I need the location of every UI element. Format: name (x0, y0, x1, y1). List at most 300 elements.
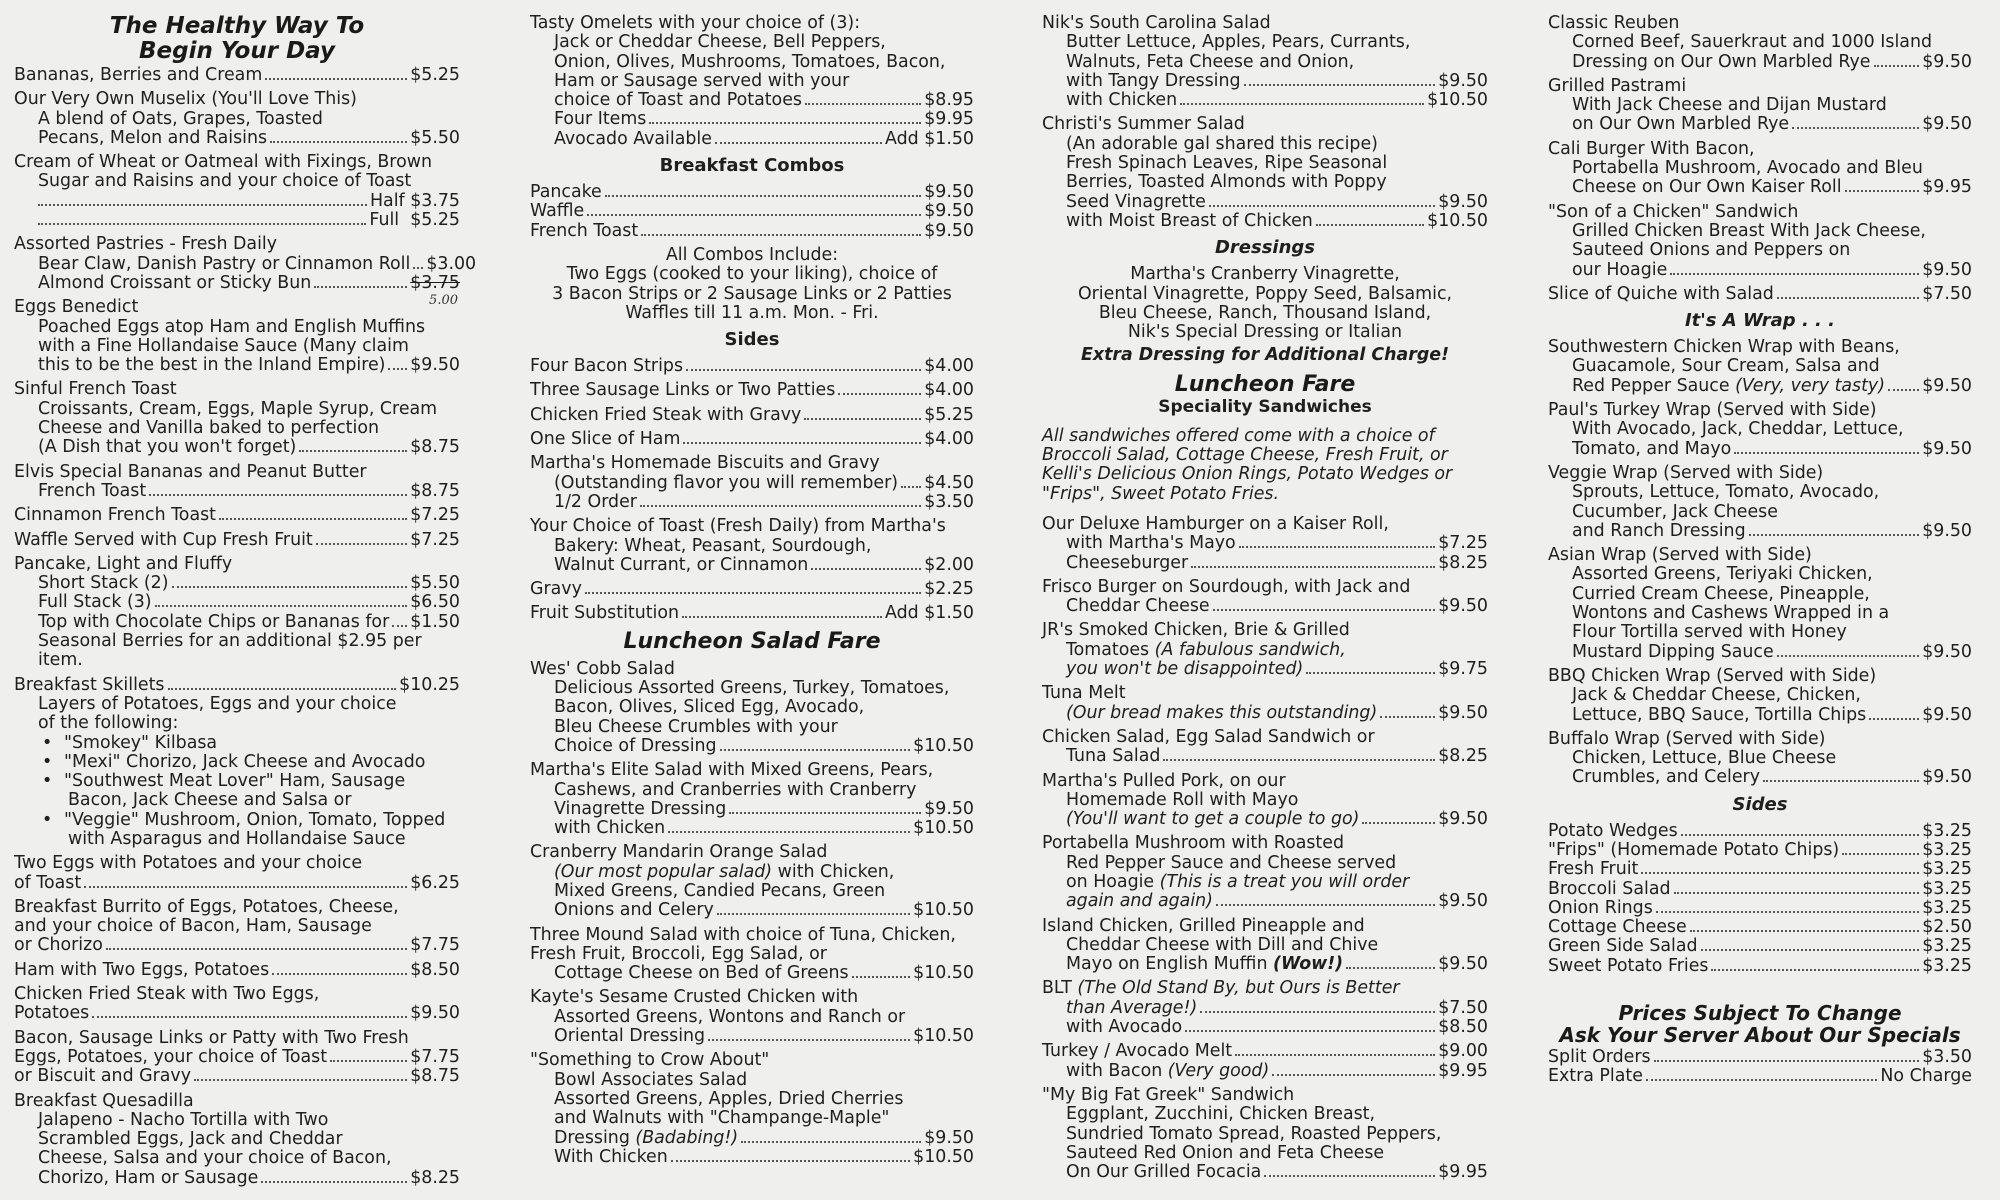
item-note: (Our bread makes this outstanding) (1066, 702, 1378, 723)
item-desc: Oriental Dressing (554, 1026, 706, 1047)
note-line: 3 Bacon Strips or 2 Sausage Links or 2 Patties (552, 283, 952, 304)
menu-item: Four Bacon Strips $4.00 (530, 356, 974, 377)
item-price: $9.50 (1438, 596, 1488, 617)
item-desc: Portabella Mushroom, Avocado and Bleu (1572, 158, 1923, 179)
item-desc: and Walnuts with "Champange-Maple" (554, 1108, 890, 1129)
item-name: Asian Wrap (Served with Side) (1548, 545, 1812, 566)
item-desc: Butter Lettuce, Apples, Pears, Currants, (1066, 32, 1411, 53)
item-desc: Dressing on Our Own Marbled Rye (1572, 51, 1871, 72)
item-desc: with Avocado (1066, 1017, 1183, 1038)
item-desc: Mixed Greens, Candied Pecans, Green (554, 880, 886, 901)
item-desc: Jack or Cheddar Cheese, Bell Peppers, (554, 32, 886, 53)
item-name: Sinful French Toast (14, 379, 177, 400)
menu-item (530, 14, 974, 149)
menu-item (1042, 772, 1488, 830)
item-desc: 1/2 Order (554, 491, 637, 512)
menu-item: Onion Rings $3.25 (1548, 897, 1972, 918)
item-desc: Wontons and Cashews Wrapped in a (1572, 603, 1890, 624)
item-desc: Assorted Greens, Wontons and Ranch or (554, 1006, 906, 1027)
item-name: Our Very Own Muselix (You'll Love This) (14, 89, 357, 110)
item-desc: with Moist Breast of Chicken (1066, 210, 1313, 231)
item-note: (Our most popular salad) (554, 861, 773, 882)
menu-item (14, 153, 460, 230)
menu-item (1042, 1086, 1488, 1182)
breakfast-title (14, 14, 460, 64)
item-name: Martha's Pulled Pork, on our (1042, 770, 1286, 791)
item-name: JR's Smoked Chicken, Brie & Grilled (1042, 620, 1350, 641)
combo-note (530, 246, 974, 323)
item-price: $9.95 (1922, 177, 1972, 198)
section-heading: It's A Wrap . . . (1684, 310, 1835, 332)
item-price: $9.50 (1922, 375, 1972, 396)
section-title: Luncheon Salad Fare (623, 628, 881, 654)
bullet-item: • "Veggie" Mushroom, Onion, Tomato, Topped (42, 809, 446, 830)
item-note: (A fabulous sandwich, (1154, 639, 1346, 660)
bullet-item: • "Smokey" Kilbasa (42, 732, 218, 753)
menu-item (14, 380, 460, 457)
item-desc: Eggplant, Zucchini, Chicken Breast, (1066, 1104, 1376, 1125)
item-price: $10.50 (913, 900, 974, 921)
sides-list (1548, 822, 1972, 976)
item-price: $9.50 (924, 798, 974, 819)
item-price: $8.25 (1438, 746, 1488, 767)
item-desc: with Martha's Mayo (1066, 533, 1236, 554)
item-desc: With Avocado, Jack, Cheddar, Lettuce, (1572, 419, 1904, 440)
item-desc: Ham or Sausage served with your (554, 70, 850, 91)
item-price: $9.50 (1438, 702, 1488, 723)
menu-item (530, 843, 974, 920)
menu-item (1042, 1042, 1488, 1081)
item-desc: of the following: (38, 713, 179, 734)
item-desc: with Chicken (554, 818, 666, 839)
item-name: Three Mound Salad with choice of Tuna, Chicken, (530, 924, 956, 945)
item-desc: Sugar and Raisins and your choice of Toast (38, 171, 412, 192)
item-desc: Guacamole, Sour Cream, Salsa and (1572, 356, 1880, 377)
item-desc: Bleu Cheese Crumbles with your (554, 716, 838, 737)
menu-item (14, 985, 460, 1024)
menu-item (530, 517, 974, 575)
item-price: $9.50 (1922, 438, 1972, 459)
menu-item: Pancake $9.50 (530, 182, 974, 203)
item-name: Veggie Wrap (Served with Side) (1548, 462, 1824, 483)
item-desc: Layers of Potatoes, Eggs and your choice (38, 693, 397, 714)
item-desc: Cucumber, Jack Cheese (1572, 501, 1778, 522)
menu-item (14, 555, 460, 671)
section-heading: Sides (1732, 793, 1788, 815)
item-desc: Cottage Cheese on Bed of Greens (554, 963, 849, 984)
item-size: Half (369, 190, 405, 211)
note-line: All Combos Include: (665, 244, 839, 265)
bullet-item: • "Mexi" Chorizo, Jack Cheese and Avocado (42, 751, 426, 772)
item-price: $8.95 (924, 90, 974, 111)
item-price: $10.50 (913, 818, 974, 839)
item-name: Grilled Pastrami (1548, 75, 1687, 96)
menu-column-combos-salads (530, 14, 974, 1172)
menu-item (14, 298, 460, 375)
item-name: Island Chicken, Grilled Pineapple and (1042, 915, 1365, 936)
item-name: Chicken Salad, Egg Salad Sandwich or (1042, 726, 1375, 747)
menu-item (530, 660, 974, 756)
menu-item: Three Sausage Links or Two Patties $4.00 (530, 380, 974, 401)
item-price: $9.95 (1438, 1162, 1488, 1183)
item-desc: Chorizo, Ham or Sausage (38, 1167, 259, 1188)
menu-item: Green Side Salad $3.25 (1548, 936, 1972, 957)
item-desc: Top with Chocolate Chips or Bananas for (38, 611, 390, 632)
item-desc: on Our Own Marbled Rye (1572, 114, 1790, 135)
item-name: Frisco Burger on Sourdough, with Jack and (1042, 576, 1411, 597)
item-desc: Berries, Toasted Almonds with Poppy (1066, 172, 1387, 193)
item-desc: Choice of Dressing (554, 735, 717, 756)
item-price: $9.50 (1922, 767, 1972, 788)
item-name: Our Deluxe Hamburger on a Kaiser Roll, (1042, 513, 1389, 534)
item-desc: and Ranch Dressing (1572, 520, 1746, 541)
menu-item (14, 1092, 460, 1188)
item-price: $7.25 (410, 505, 460, 526)
item-desc: Cheeseburger (1066, 552, 1189, 573)
menu-item (1548, 338, 1972, 396)
item-name: Southwestern Chicken Wrap with Beans, (1548, 337, 1900, 358)
title-line: Begin Your Day (139, 38, 335, 64)
item-name: Cali Burger With Bacon, (1548, 138, 1755, 159)
menu-item: Fresh Fruit $3.25 (1548, 859, 1972, 880)
item-desc: Sprouts, Lettuce, Tomato, Avocado, (1572, 482, 1880, 503)
item-name: Elvis Special Bananas and Peanut Butter (14, 461, 367, 482)
menu-item (14, 854, 460, 893)
item-price: $10.50 (1427, 90, 1488, 111)
menu-item: Extra Plate No Charge (1548, 1066, 1972, 1087)
menu-item (1042, 834, 1488, 911)
item-desc: French Toast (38, 480, 147, 501)
dressings-list (1042, 265, 1488, 365)
item-desc: Walnut Currant, or Cinnamon (554, 554, 809, 575)
item-desc: Seed Vinagrette (1066, 191, 1206, 212)
item-price: $9.50 (1438, 70, 1488, 91)
item-name: Bananas, Berries and Cream (14, 65, 263, 85)
menu-item (1042, 578, 1488, 617)
item-price: $5.50 (410, 573, 460, 594)
item-desc: with Chicken (1066, 90, 1178, 111)
section-heading: Sides (724, 329, 780, 351)
item-desc: Red Pepper Sauce (1572, 375, 1736, 396)
item-desc: Cheddar Cheese (1066, 596, 1210, 617)
title-line: The Healthy Way To (109, 13, 365, 39)
item-name: Ham with Two Eggs, Potatoes (14, 959, 270, 980)
item-price: $9.50 (1922, 259, 1972, 280)
item-note: you won't be disappointed) (1066, 659, 1304, 680)
item-price: $9.50 (1922, 704, 1972, 725)
menu-item (1042, 728, 1488, 767)
menu-item (530, 988, 974, 1046)
item-price: $5.50 (410, 127, 460, 148)
menu-item (14, 676, 460, 850)
menu-item (1042, 979, 1488, 1037)
item-price: $3.00 (426, 253, 477, 274)
item-desc: Fresh Fruit, Broccoli, Egg Salad, or (530, 943, 827, 964)
dressing-line: Martha's Cranberry Vinagrette, (1130, 264, 1400, 285)
item-desc: Cheese, Salsa and your choice of Bacon, (38, 1148, 392, 1169)
item-desc: Seasonal Berries for an additional $2.95 per item. (38, 631, 422, 671)
item-name: Eggs Benedict (14, 297, 139, 318)
item-desc: Bowl Associates Salad (554, 1069, 748, 1090)
menu-item (530, 761, 974, 838)
item-name: Assorted Pastries - Fresh Daily (14, 234, 278, 255)
menu-item (1042, 621, 1488, 679)
item-desc: Tomato, and Mayo (1572, 438, 1732, 459)
item-price: $5.25 (410, 210, 460, 231)
item-desc: Full Stack (3) (38, 592, 152, 613)
item-desc: With Jack Cheese and Dijan Mustard (1572, 95, 1887, 116)
item-desc: Homemade Roll with Mayo (1066, 789, 1299, 810)
item-name: Breakfast Burrito of Eggs, Potatoes, Cheese, (14, 896, 399, 917)
item-name: or Chorizo (14, 935, 103, 956)
item-price: $9.50 (1922, 51, 1972, 72)
item-price: $9.50 (1922, 520, 1972, 541)
item-desc: Avocado Available (554, 128, 712, 149)
item-desc: Cashews, and Cranberries with Cranberry (554, 779, 917, 800)
item-desc: with a Fine Hollandaise Sauce (Many claim (38, 335, 409, 356)
menu-item (14, 961, 460, 980)
item-price: $6.25 (410, 872, 460, 893)
item-desc: Onions and Celery (554, 900, 714, 921)
item-price: $4.50 (924, 472, 974, 493)
menu-item (530, 1051, 974, 1167)
item-desc: A blend of Oats, Grapes, Toasted (38, 108, 323, 129)
item-price: $10.25 (399, 674, 460, 695)
item-desc: Bacon, Olives, Sliced Egg, Avocado, (554, 697, 865, 718)
section-heading: Breakfast Combos (659, 155, 845, 177)
extra-dressing-note: Extra Dressing for Additional Charge! (1080, 345, 1450, 366)
menu-item: Chicken Fried Steak with Gravy $5.25 (530, 404, 974, 425)
item-price: $8.25 (410, 1167, 460, 1188)
dressing-line: Oriental Vinagrette, Poppy Seed, Balsamic, (1077, 283, 1453, 304)
menu-item (1042, 115, 1488, 231)
menu-item (1548, 203, 1972, 280)
item-desc: Sundried Tomato Spread, Roasted Peppers, (1066, 1123, 1442, 1144)
item-price: $9.50 (1438, 891, 1488, 912)
item-note: (Very, very tasty) (1735, 375, 1886, 396)
menu-item (1548, 546, 1972, 662)
item-desc: (An adorable gal shared this recipe) (1066, 133, 1378, 154)
note-line: Broccoli Salad, Cottage Cheese, Fresh Fruit, or (1042, 445, 1448, 466)
item-name: Paul's Turkey Wrap (Served with Side) (1548, 400, 1877, 421)
item-price: $7.75 (410, 1046, 460, 1067)
item-price: $9.50 (1922, 114, 1972, 135)
item-name: and your choice of Bacon, Ham, Sausage (14, 916, 372, 937)
menu-item (1548, 14, 1972, 72)
item-price: $3.50 (924, 491, 974, 512)
item-desc: Poached Eggs atop Ham and English Muffins (38, 316, 426, 337)
item-desc: Corned Beef, Sauerkraut and 1000 Island (1572, 32, 1933, 53)
item-desc: with Chicken, (772, 861, 895, 882)
item-desc: Lettuce, BBQ Sauce, Tortilla Chips (1572, 704, 1867, 725)
sandwich-note (1042, 427, 1488, 504)
item-price: $9.50 (1438, 191, 1488, 212)
menu-item: Slice of Quiche with Salad $7.50 (1548, 283, 1972, 304)
item-price: $8.75 (410, 480, 460, 501)
item-desc: Dressing (554, 1127, 636, 1148)
menu-item (14, 1029, 460, 1087)
menu-item (14, 90, 460, 148)
item-price: $9.50 (410, 1003, 460, 1024)
item-price: $2.00 (924, 554, 974, 575)
menu-item (1548, 401, 1972, 459)
menu-item (1042, 917, 1488, 975)
item-desc: Pecans, Melon and Raisins (38, 127, 268, 148)
item-price: $9.50 (1438, 954, 1488, 975)
menu-item (14, 531, 460, 550)
item-price: $8.75 (410, 437, 460, 458)
item-name: Martha's Homemade Biscuits and Gravy (530, 453, 880, 474)
item-name: Tuna Melt (1042, 683, 1126, 704)
item-price: $1.50 (410, 611, 460, 632)
item-desc: this to be the best in the Inland Empire) (38, 355, 386, 376)
menu-item: One Slice of Ham $4.00 (530, 429, 974, 450)
menu-item (14, 66, 460, 85)
menu-item (14, 898, 460, 956)
item-price: Add $1.50 (885, 128, 974, 149)
menu-item: Potato Wedges $3.25 (1548, 820, 1972, 841)
item-desc: with Tangy Dressing (1066, 70, 1241, 91)
item-name: Nik's South Carolina Salad (1042, 13, 1271, 33)
item-note: (This is a treat you will order (1159, 871, 1410, 892)
item-desc: Vinagrette Dressing (554, 798, 727, 819)
item-desc: (A Dish that you won't forget) (38, 437, 297, 458)
item-desc: Chicken, Lettuce, Blue Cheese (1572, 748, 1837, 769)
menu-item (1042, 684, 1488, 723)
item-desc: On Our Grilled Focacia (1066, 1162, 1262, 1183)
item-name: BLT (1042, 978, 1078, 999)
item-desc: Four Items (554, 109, 647, 130)
item-price: $9.75 (1438, 659, 1488, 680)
item-desc: Cheddar Cheese with Dill and Chive (1066, 934, 1379, 955)
item-desc: Sauteed Red Onion and Feta Cheese (1066, 1142, 1385, 1163)
menu-item: "Frips" (Homemade Potato Chips) $3.25 (1548, 839, 1972, 860)
item-note: again and again) (1066, 891, 1213, 912)
item-name: Tasty Omelets with your choice of (3): (530, 13, 861, 33)
menu-item (1548, 667, 1972, 725)
menu-item: Sweet Potato Fries $3.25 (1548, 955, 1972, 976)
item-name: Christi's Summer Salad (1042, 114, 1245, 135)
note-line: Two Eggs (cooked to your liking), choice of (566, 264, 938, 285)
item-price: $8.50 (410, 959, 460, 980)
menu-item (1042, 515, 1488, 573)
dressing-line: Nik's Special Dressing or Italian (1127, 322, 1403, 343)
item-desc: Bear Claw, Danish Pastry or Cinnamon Roll (38, 253, 411, 274)
item-price: $9.00 (1438, 1041, 1488, 1062)
item-name: Eggs, Potatoes, your choice of Toast (14, 1046, 328, 1067)
section-title: Luncheon Fare (1174, 371, 1356, 397)
item-desc: Crumbles, and Celery (1572, 767, 1761, 788)
item-note: (The Old Stand By, but Ours is Better (1077, 978, 1400, 999)
item-note: than Average!) (1066, 997, 1198, 1018)
item-desc: Onion, Olives, Mushrooms, Tomatoes, Bacon, (554, 51, 946, 72)
item-price: $3.75 (410, 190, 460, 211)
item-price: $7.25 (410, 529, 460, 550)
bullet-item-cont: Bacon, Jack Cheese and Salsa or (68, 790, 352, 811)
item-name: "Son of a Chicken" Sandwich (1548, 201, 1799, 222)
footer-line: Prices Subject To Change (1618, 1001, 1902, 1026)
menu-item (14, 506, 460, 525)
footer-line: Ask Your Server About Our Specials (1559, 1023, 1961, 1048)
item-name: Cinnamon French Toast (14, 505, 216, 526)
combo-list (530, 183, 974, 241)
item-price: $9.95 (1438, 1060, 1488, 1081)
item-price: $7.50 (1438, 997, 1488, 1018)
item-desc: Jalapeno - Nacho Tortilla with Two (38, 1109, 329, 1130)
menu-item (1042, 14, 1488, 110)
item-desc: Jack & Cheddar Cheese, Chicken, (1572, 685, 1861, 706)
item-price: $7.25 (1438, 533, 1488, 554)
item-name: or Biscuit and Gravy (14, 1066, 192, 1087)
menu-item (530, 926, 974, 984)
item-price: $8.50 (1438, 1017, 1488, 1038)
item-price: $10.50 (913, 1146, 974, 1167)
item-name: Breakfast Quesadilla (14, 1090, 194, 1111)
item-name: Martha's Elite Salad with Mixed Greens, Pears, (530, 760, 934, 781)
menu-item: Gravy $2.25 (530, 579, 974, 600)
item-price: $8.75 (410, 1066, 460, 1087)
item-desc: Delicious Assorted Greens, Turkey, Tomatoes, (554, 678, 950, 699)
item-desc: Mayo on English Muffin (1066, 954, 1274, 975)
dressing-line: Bleu Cheese, Ranch, Thousand Island, (1098, 302, 1432, 323)
item-name: Bacon, Sausage Links or Patty with Two Fresh (14, 1027, 409, 1048)
item-price: $9.95 (924, 109, 974, 130)
item-name: Cranberry Mandarin Orange Salad (530, 842, 828, 863)
menu-column-sandwiches (1042, 14, 1488, 1187)
menu-item: Split Orders $3.50 (1548, 1047, 1972, 1068)
note-line: Kelli's Delicious Onion Rings, Potato Wedges or (1042, 464, 1453, 485)
menu-item: Fruit Substitution Add $1.50 (530, 603, 974, 624)
item-size: Full (369, 210, 400, 231)
handwritten-price: 5.00 (429, 293, 458, 309)
item-price: $9.50 (1438, 809, 1488, 830)
item-desc: Croissants, Cream, Eggs, Maple Syrup, Cream (38, 398, 438, 419)
note-line: "Frips", Sweet Potato Fries. (1042, 483, 1280, 504)
item-price: $9.50 (924, 1127, 974, 1148)
menu-item: French Toast $9.50 (530, 220, 974, 241)
item-desc: choice of Toast and Potatoes (554, 90, 802, 111)
item-note: (Badabing!) (635, 1127, 739, 1148)
item-name: Cream of Wheat or Oatmeal with Fixings, Brown (14, 152, 432, 173)
item-name: Chicken Fried Steak with Two Eggs, (14, 984, 320, 1005)
section-subtitle: Speciality Sandwiches (1158, 396, 1372, 417)
menu-column-breakfast (14, 13, 477, 1193)
item-note: (You'll want to get a couple to go) (1066, 809, 1360, 830)
item-name: Potatoes (14, 1003, 90, 1024)
item-name: Your Choice of Toast (Fresh Daily) from Martha's (530, 516, 946, 537)
item-price-old: $3.75 (410, 272, 460, 293)
item-price: $9.50 (410, 355, 460, 376)
menu-item: Cottage Cheese $2.50 (1548, 917, 1972, 938)
item-desc: Grilled Chicken Breast With Jack Cheese, (1572, 220, 1926, 241)
item-desc: Tuna Salad (1066, 746, 1161, 767)
menu-item (14, 463, 460, 502)
item-price: $10.50 (1427, 210, 1488, 231)
menu-item: Broccoli Salad $3.25 (1548, 878, 1972, 899)
item-desc: Tomatoes (1066, 639, 1155, 660)
item-desc: Sauteed Onions and Peppers on (1572, 240, 1851, 261)
item-name: Wes' Cobb Salad (530, 658, 675, 679)
menu-column-wraps-sides (1548, 14, 1972, 1087)
item-price: $7.75 (410, 935, 460, 956)
item-desc: Cheese and Vanilla baked to perfection (38, 418, 379, 439)
item-note: (Wow!) (1273, 954, 1344, 975)
item-name: Buffalo Wrap (Served with Side) (1548, 728, 1826, 749)
item-price: $8.25 (1438, 552, 1488, 573)
menu-item: Waffle $9.50 (530, 201, 974, 222)
item-desc: Walnuts, Feta Cheese and Onion, (1066, 51, 1355, 72)
item-price: $10.50 (913, 1026, 974, 1047)
